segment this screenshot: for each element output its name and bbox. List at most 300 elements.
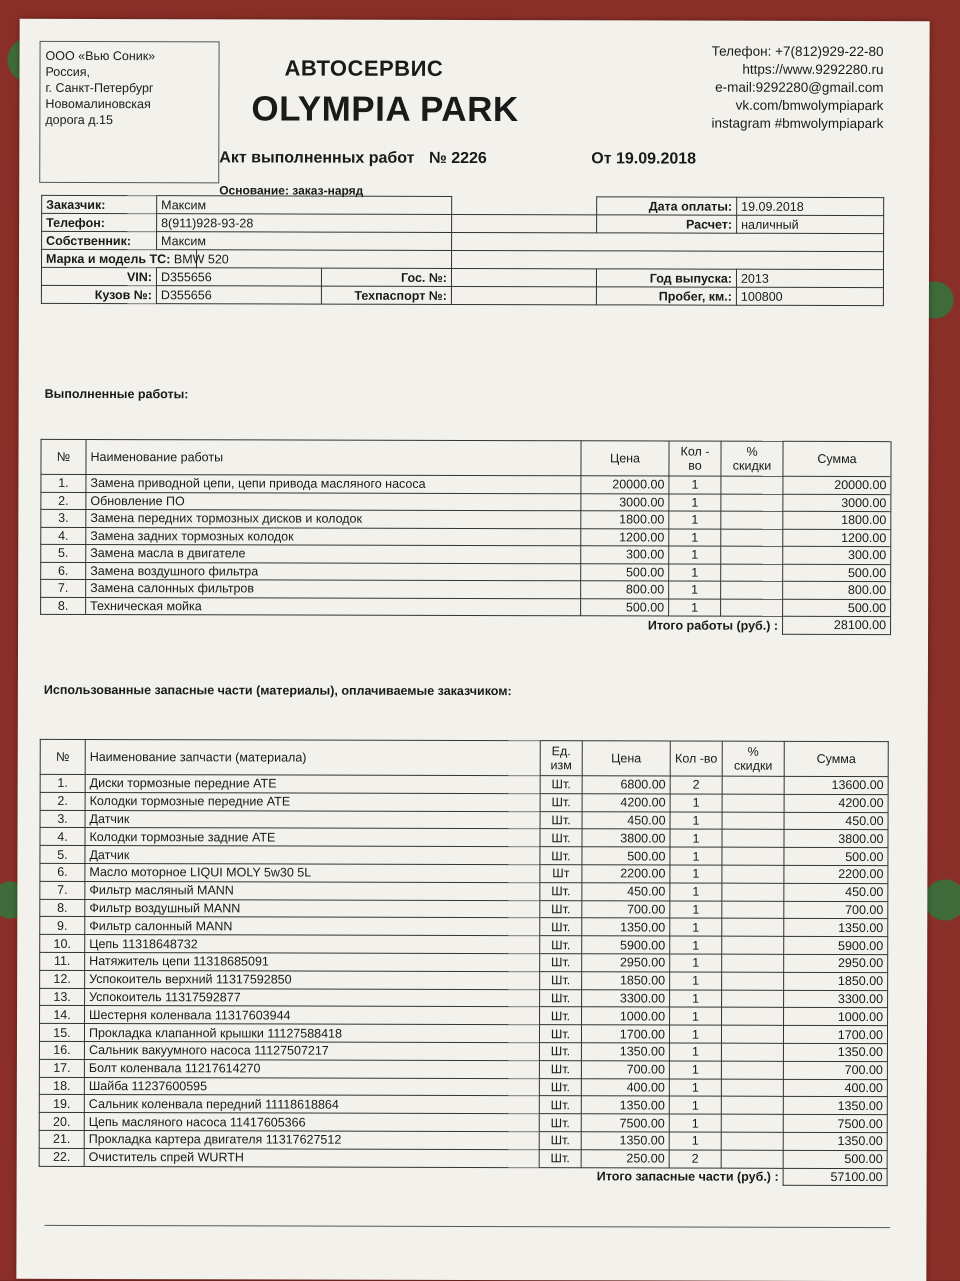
parts-row-cell: 21.: [39, 1130, 84, 1148]
parts-row-cell: Масло моторное LIQUI MOLY 5w30 5L: [85, 863, 540, 882]
works-row-cell: Замена воздушного фильтра: [86, 562, 581, 581]
customer-value: Максим: [157, 196, 452, 215]
works-row-cell: [721, 511, 783, 529]
parts-row-cell: 15.: [39, 1024, 84, 1042]
parts-row-cell: 1350.00: [783, 1097, 887, 1115]
parts-row-cell: Цепь масляного насоса 11417605366: [84, 1113, 539, 1132]
year-value: 2013: [736, 269, 883, 287]
parts-row-cell: [721, 1114, 783, 1132]
mileage-label: Пробег, км.:: [596, 287, 736, 305]
works-row-cell: 1: [669, 529, 721, 547]
company-line: Новомалиновская: [45, 96, 151, 112]
parts-row-cell: 1700.00: [783, 1025, 887, 1043]
works-row-cell: [721, 529, 783, 547]
parts-row: [40, 792, 888, 812]
works-row-cell: 500.00: [581, 563, 669, 581]
parts-row-cell: Датчик: [85, 810, 540, 829]
parts-row-cell: 2950.00: [784, 954, 888, 972]
works-row-cell: [721, 476, 783, 494]
parts-row-cell: [721, 1061, 783, 1079]
parts-row-cell: [721, 1043, 783, 1061]
parts-row-cell: 3300.00: [784, 990, 888, 1008]
parts-row-cell: 1: [669, 1025, 721, 1043]
parts-row-cell: [722, 794, 784, 812]
act-date: От 19.09.2018: [591, 150, 697, 168]
parts-row-cell: [721, 1025, 783, 1043]
mileage-value: 100800: [736, 287, 883, 305]
works-row-cell: 20000.00: [783, 476, 891, 494]
parts-row-cell: 5900.00: [582, 936, 670, 954]
works-row-cell: Замена салонных фильтров: [86, 579, 581, 598]
parts-row-cell: 4.: [40, 828, 85, 846]
parts-row-cell: Шт.: [540, 936, 582, 954]
parts-row: [40, 846, 888, 866]
parts-row-cell: 2: [669, 1150, 721, 1168]
act-header: [219, 149, 697, 168]
parts-row-cell: Сальник коленвала передний 11118618864: [84, 1095, 539, 1114]
parts-row-cell: 3300.00: [582, 989, 670, 1007]
works-row-cell: 1800.00: [581, 511, 669, 529]
works-row-cell: 1200.00: [783, 529, 891, 547]
calc-label: Расчет:: [597, 215, 737, 233]
parts-row-cell: 1: [670, 972, 722, 990]
parts-row-cell: [722, 883, 784, 901]
parts-row-cell: 13600.00: [784, 776, 888, 794]
parts-row-cell: 500.00: [582, 847, 670, 865]
works-row-cell: 1800.00: [783, 511, 891, 529]
parts-row-cell: Шт.: [539, 1132, 581, 1150]
parts-row: [40, 774, 888, 794]
works-col-num: №: [41, 439, 86, 474]
parts-row-cell: 1: [670, 865, 722, 883]
parts-row-cell: 5900.00: [784, 936, 888, 954]
year-label: Год выпуска:: [596, 269, 736, 287]
parts-row-cell: 8.: [40, 899, 85, 917]
works-row-cell: 800.00: [783, 581, 891, 599]
pay-date-value: 19.09.2018: [737, 197, 884, 215]
parts-row-cell: Шайба 11237600595: [84, 1077, 539, 1096]
works-col-discount: % скидки: [721, 441, 783, 476]
phone-value: 8(911)928-93-28: [157, 214, 452, 233]
parts-row-cell: 22.: [39, 1148, 84, 1166]
parts-row-cell: Болт коленвала 11217614270: [84, 1059, 539, 1078]
works-row-cell: Техническая мойка: [86, 597, 581, 616]
parts-row-cell: [721, 1096, 783, 1114]
works-col-price: Цена: [581, 441, 669, 476]
parts-row-cell: 5.: [40, 846, 85, 864]
parts-row-cell: 1700.00: [581, 1025, 669, 1043]
parts-row-cell: 500.00: [784, 848, 888, 866]
phone-label: Телефон:: [42, 213, 157, 231]
works-row-cell: 3000.00: [581, 493, 669, 511]
parts-col-unit: Ед. изм: [540, 741, 582, 776]
works-row: [41, 597, 891, 617]
parts-row-cell: Сальник вакуумного насоса 11127507217: [84, 1041, 539, 1060]
calc-value: наличный: [737, 215, 884, 233]
contact-phone: Телефон: +7(812)929-22-80: [711, 43, 884, 60]
works-total-row: [41, 614, 891, 634]
parts-row-cell: [722, 865, 784, 883]
parts-row-cell: Шт.: [540, 989, 582, 1007]
parts-row-cell: Успокоитель верхний 11317592850: [85, 970, 540, 989]
parts-row-cell: 1.: [40, 774, 85, 792]
works-row-cell: 500.00: [581, 598, 669, 616]
parts-row-cell: 7.: [40, 881, 85, 899]
parts-row-cell: 700.00: [582, 900, 670, 918]
parts-row-cell: Шестерня коленвала 11317603944: [85, 1006, 540, 1025]
works-table: [40, 439, 892, 635]
parts-total-value: 57100.00: [783, 1168, 887, 1186]
parts-row-cell: 14.: [40, 1006, 85, 1024]
parts-row-cell: Шт.: [539, 1060, 581, 1078]
parts-row-cell: 16.: [39, 1041, 84, 1059]
works-row-cell: 7.: [41, 579, 86, 597]
parts-row-cell: Шт.: [540, 900, 582, 918]
parts-row-cell: Шт.: [540, 776, 582, 794]
title-main: OLYMPIA PARK: [251, 89, 519, 130]
works-row-cell: [721, 599, 783, 617]
company-line: ООО «Вью Соник»: [45, 48, 156, 64]
parts-row-cell: Цепь 11318648732: [85, 935, 540, 954]
parts-row-cell: 2: [670, 776, 722, 794]
works-row-cell: [721, 581, 783, 599]
parts-row-cell: 1: [669, 1043, 721, 1061]
parts-row-cell: 1: [669, 1061, 721, 1079]
parts-row-cell: 13.: [40, 988, 85, 1006]
parts-row: [40, 917, 888, 937]
parts-row-cell: Шт: [540, 865, 582, 883]
customer-label: Заказчик:: [42, 195, 157, 213]
works-row-cell: [721, 564, 783, 582]
parts-row: [40, 935, 888, 955]
parts-row-cell: Шт.: [540, 882, 582, 900]
parts-row-cell: 1000.00: [582, 1007, 670, 1025]
pay-date-label: Дата оплаты:: [597, 197, 737, 215]
parts-row: [40, 970, 888, 990]
parts-row: [39, 1095, 887, 1115]
works-row-cell: Замена передних тормозных дисков и колодок: [86, 509, 581, 528]
parts-row: [40, 1006, 888, 1026]
parts-row-cell: 450.00: [784, 883, 888, 901]
parts-row-cell: 7500.00: [581, 1114, 669, 1132]
parts-row: [40, 952, 888, 972]
gos-label: Гос. №:: [321, 268, 451, 286]
works-row-cell: 500.00: [783, 599, 891, 617]
parts-row-cell: 19.: [39, 1095, 84, 1113]
parts-row-cell: 1350.00: [581, 1096, 669, 1114]
parts-row-cell: [722, 901, 784, 919]
parts-row-cell: Фильтр воздушный MANN: [85, 899, 540, 918]
works-row-cell: 1: [669, 581, 721, 599]
contact-vk: vk.com/bmwolympiapark: [735, 97, 884, 114]
parts-row-cell: 1: [670, 936, 722, 954]
works-row-cell: 1: [669, 599, 721, 617]
parts-row: [39, 1077, 887, 1097]
works-row-cell: 8.: [41, 597, 86, 615]
works-col-sum: Сумма: [783, 441, 891, 476]
parts-row: [39, 1041, 887, 1061]
works-row-cell: 20000.00: [581, 476, 669, 494]
parts-row: [39, 1059, 887, 1079]
parts-row-cell: Фильтр масляный MANN: [85, 881, 540, 900]
owner-value: Максим: [157, 232, 452, 251]
parts-row-cell: 7500.00: [783, 1114, 887, 1132]
parts-row-cell: [721, 1079, 783, 1097]
contact-instagram: instagram #bmwolympiapark: [711, 115, 884, 132]
works-row-cell: 300.00: [783, 546, 891, 564]
contacts-block: [711, 43, 883, 133]
parts-row-cell: 450.00: [784, 812, 888, 830]
parts-row: [39, 1130, 887, 1150]
works-row-cell: 3.: [41, 509, 86, 527]
parts-row-cell: 1350.00: [581, 1132, 669, 1150]
parts-row-cell: Шт.: [539, 1149, 581, 1167]
parts-row-cell: Шт.: [539, 1078, 581, 1096]
body-value: D355656: [156, 286, 321, 304]
parts-row-cell: 1350.00: [581, 1043, 669, 1061]
parts-row-cell: 2200.00: [784, 865, 888, 883]
parts-row-cell: 3800.00: [582, 829, 670, 847]
works-row-cell: 1: [669, 511, 721, 529]
act-label: Акт выполненных работ: [219, 149, 415, 167]
parts-row-cell: 1850.00: [582, 972, 670, 990]
parts-row-cell: 500.00: [783, 1150, 887, 1168]
works-total-label: Итого работы (руб.) :: [647, 617, 779, 633]
works-row-cell: Обновление ПО: [86, 492, 581, 511]
parts-row-cell: Диски тормозные передние ATE: [85, 774, 540, 793]
parts-row-cell: 1: [670, 1007, 722, 1025]
parts-col-name: Наименование запчасти (материала): [85, 739, 540, 775]
parts-row: [40, 810, 888, 830]
parts-row: [40, 881, 888, 901]
parts-total-row: [39, 1166, 887, 1186]
parts-row-cell: 4200.00: [784, 794, 888, 812]
parts-row: [39, 1024, 887, 1044]
works-row-cell: Замена задних тормозных колодок: [86, 527, 581, 546]
parts-row-cell: 10.: [40, 935, 85, 953]
company-address-box: [39, 41, 219, 183]
parts-row-cell: Шт.: [540, 918, 582, 936]
contact-website: https://www.9292280.ru: [742, 61, 884, 78]
parts-row-cell: 6800.00: [582, 776, 670, 794]
works-row: [41, 579, 891, 599]
parts-row-cell: 1: [669, 1096, 721, 1114]
parts-row: [40, 899, 888, 919]
company-line: г. Санкт-Петербург: [45, 80, 154, 96]
owner-label: Собственник:: [42, 231, 157, 249]
parts-row-cell: Колодки тормозные передние ATE: [85, 792, 540, 811]
parts-row: [39, 1113, 887, 1133]
parts-row: [40, 863, 888, 883]
parts-row-cell: 1: [670, 829, 722, 847]
parts-row-cell: 4200.00: [582, 794, 670, 812]
works-row-cell: 500.00: [783, 564, 891, 582]
parts-row-cell: [722, 830, 784, 848]
parts-row-cell: Шт.: [540, 829, 582, 847]
parts-row-cell: 6.: [40, 863, 85, 881]
parts-col-discount: % скидки: [722, 741, 784, 776]
vin-value: D355656: [156, 268, 321, 286]
parts-row-cell: Шт.: [540, 1007, 582, 1025]
works-row-cell: 5.: [41, 544, 86, 562]
parts-col-qty: Кол -во: [670, 741, 722, 776]
parts-row-cell: 20.: [39, 1113, 84, 1131]
works-row-cell: [721, 546, 783, 564]
works-row: [41, 544, 891, 564]
parts-row-cell: 1: [669, 1132, 721, 1150]
body-label: Кузов №:: [41, 285, 156, 303]
works-row-cell: 800.00: [581, 581, 669, 599]
parts-row-cell: 700.00: [581, 1061, 669, 1079]
parts-row-cell: [721, 1150, 783, 1168]
works-row-cell: Замена масла в двигателе: [86, 544, 581, 563]
parts-row-cell: 1: [670, 954, 722, 972]
works-row: [41, 562, 891, 582]
title-subtitle: АВТОСЕРВИС: [284, 55, 444, 81]
works-total-value: 28100.00: [783, 616, 891, 634]
works-row-cell: [721, 494, 783, 512]
parts-row-cell: 250.00: [581, 1150, 669, 1168]
parts-row-cell: 400.00: [783, 1079, 887, 1097]
parts-row-cell: 2.: [40, 792, 85, 810]
works-row-cell: 1.: [41, 474, 86, 492]
parts-row-cell: Очиститель спрей WURTH: [84, 1148, 539, 1167]
parts-row-cell: 1: [670, 990, 722, 1008]
works-row-cell: 3000.00: [783, 494, 891, 512]
gos-value: [451, 268, 596, 286]
parts-table: [39, 739, 889, 1187]
parts-row-cell: 700.00: [783, 1061, 887, 1079]
parts-row-cell: 1350.00: [783, 1043, 887, 1061]
parts-row-cell: 1350.00: [582, 918, 670, 936]
parts-row-cell: 3800.00: [784, 830, 888, 848]
parts-row: [40, 828, 888, 848]
works-row-cell: 2.: [41, 492, 86, 510]
parts-row: [40, 988, 888, 1008]
parts-row-cell: [722, 919, 784, 937]
parts-row-cell: [722, 972, 784, 990]
works-row-cell: 1200.00: [581, 528, 669, 546]
parts-row: [39, 1148, 887, 1168]
works-section-title: Выполненные работы:: [44, 386, 189, 402]
parts-row-cell: [721, 1132, 783, 1150]
parts-row-cell: Натяжитель цепи 11318685091: [85, 952, 540, 971]
parts-row-cell: Шт.: [539, 1025, 581, 1043]
parts-row-cell: 700.00: [784, 901, 888, 919]
parts-row-cell: 3.: [40, 810, 85, 828]
parts-row-cell: [722, 812, 784, 830]
parts-col-sum: Сумма: [784, 741, 888, 776]
parts-row-cell: 2950.00: [582, 954, 670, 972]
parts-row-cell: 12.: [40, 970, 85, 988]
company-line: Россия,: [45, 64, 90, 79]
parts-col-price: Цена: [582, 741, 670, 776]
works-row-cell: 4.: [41, 527, 86, 545]
works-col-name: Наименование работы: [86, 439, 581, 475]
parts-row-cell: 1: [670, 918, 722, 936]
parts-row-cell: 1: [670, 847, 722, 865]
parts-row-cell: 2200.00: [582, 865, 670, 883]
parts-row-cell: Шт.: [540, 971, 582, 989]
parts-row-cell: [722, 847, 784, 865]
parts-row-cell: [722, 990, 784, 1008]
parts-row-cell: Колодки тормозные задние ATE: [85, 828, 540, 847]
parts-row-cell: 1: [670, 812, 722, 830]
parts-row-cell: Шт.: [539, 1114, 581, 1132]
parts-row-cell: Шт.: [540, 847, 582, 865]
parts-row-cell: 450.00: [582, 811, 670, 829]
parts-row-cell: Успокоитель 11317592877: [85, 988, 540, 1007]
parts-row-cell: 1350.00: [783, 1132, 887, 1150]
parts-row-cell: [722, 1008, 784, 1026]
parts-row-cell: Прокладка клапанной крышки 11127588418: [84, 1024, 539, 1043]
works-row-cell: 1: [669, 564, 721, 582]
passport-value: [451, 286, 596, 304]
parts-row-cell: 11.: [40, 952, 85, 970]
parts-row-cell: 450.00: [582, 883, 670, 901]
works-col-qty: Кол - во: [669, 441, 721, 476]
parts-row-cell: 1850.00: [784, 972, 888, 990]
parts-row-cell: Шт.: [539, 1096, 581, 1114]
parts-row-cell: Шт.: [540, 954, 582, 972]
parts-row-cell: 1: [669, 1079, 721, 1097]
parts-row-cell: 1: [669, 1114, 721, 1132]
parts-row-cell: Датчик: [85, 846, 540, 865]
parts-row-cell: 1: [670, 901, 722, 919]
parts-row-cell: [722, 776, 784, 794]
parts-row-cell: Шт.: [540, 793, 582, 811]
passport-label: Техпаспорт №:: [321, 286, 451, 304]
parts-row-cell: Фильтр салонный MANN: [85, 917, 540, 936]
parts-row-cell: [722, 954, 784, 972]
parts-row-cell: 1000.00: [784, 1008, 888, 1026]
vin-label: VIN:: [41, 267, 156, 285]
works-row: [41, 527, 891, 547]
parts-row-cell: 1: [670, 794, 722, 812]
works-row-cell: 1: [669, 476, 721, 494]
parts-row-cell: 18.: [39, 1077, 84, 1095]
parts-row-cell: Шт.: [540, 811, 582, 829]
works-row-cell: Замена приводной цепи, цепи привода масляного насоса: [86, 474, 581, 493]
works-row: [41, 474, 891, 494]
contact-email: e-mail:9292280@gmail.com: [715, 79, 884, 96]
document-page: [16, 19, 929, 1281]
parts-row-cell: Шт.: [539, 1043, 581, 1061]
parts-row-cell: [722, 936, 784, 954]
act-number: № 2226: [428, 149, 487, 168]
parts-row-cell: 400.00: [581, 1078, 669, 1096]
parts-total-label: Итого запасные части (руб.) :: [596, 1169, 779, 1184]
works-row: [41, 509, 891, 529]
parts-row-cell: 9.: [40, 917, 85, 935]
customer-info-table: [41, 195, 884, 306]
model-value: BMW 520: [173, 251, 229, 266]
parts-row-cell: 1350.00: [784, 919, 888, 937]
parts-section-title: Использованные запасные части (материалы), оплачиваемые заказчиком:: [43, 682, 512, 699]
works-row-cell: 6.: [41, 562, 86, 580]
parts-col-num: №: [40, 739, 85, 774]
divider: [44, 1225, 890, 1228]
act-basis: Основание: заказ-наряд: [219, 183, 364, 198]
parts-row-cell: Прокладка картера двигателя 11317627512: [84, 1130, 539, 1149]
works-row-cell: 1: [669, 494, 721, 512]
works-row: [41, 492, 891, 512]
works-row-cell: 1: [669, 546, 721, 564]
works-row-cell: 300.00: [581, 546, 669, 564]
company-line: дорога д.15: [45, 112, 113, 128]
parts-row-cell: 1: [670, 883, 722, 901]
parts-row-cell: 17.: [39, 1059, 84, 1077]
